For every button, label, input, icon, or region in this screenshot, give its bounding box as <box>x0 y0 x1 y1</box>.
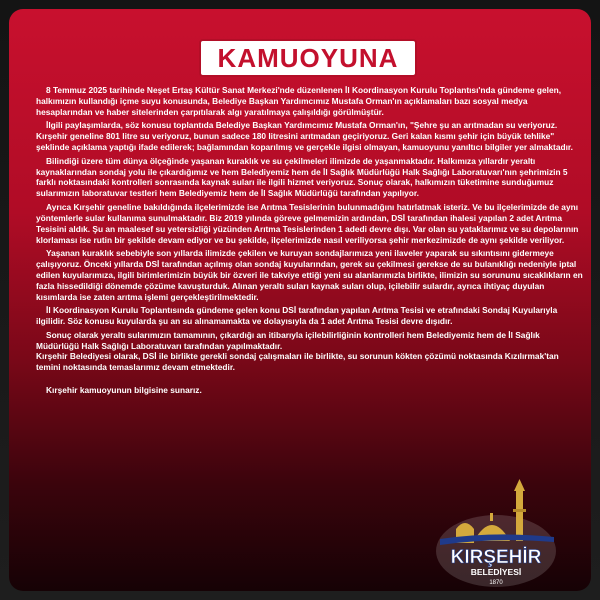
kirsehir-belediyesi-logo <box>434 479 559 589</box>
paragraph-4: Ayrıca Kırşehir geneline bakıldığında ilçelerimizde ise Arıtma Tesislerinin bulunmadığını hatırlatmak isteriz. Ve bu ilçelerimizde de aynı yöntemlerle sular kullanıma sunulmaktadır. Biz 2019 yılında göreve gelmemizin ardından, DSİ tarafından ihalesi yapılan 2 adet Arıtma Tesisini aldık. Şu an maalesef su yetersizliği yüzünden Arıtma Tesislerinden 1 adedi devre dışı. Var olan su yataklarımız ve su depolarının klorlaması ise rutin bir şekilde devam ediyor ve bu şekilde, ilçelerimizde nasıl veriliyorsa şehir merkezimizde de aynı şekilde veriliyor. <box>36 201 579 245</box>
page-title: KAMUOYUNA <box>217 43 399 73</box>
paragraph-1: 8 Temmuz 2025 tarihinde Neşet Ertaş Kültür Sanat Merkezi'nde düzenlenen İl Koordinasyon Kurulu Toplantısı'nda gündeme gelen, halkımızın kullandığı içme suyu konusunda, Belediye Başkan Yardımcımız Mustafa Orman'ın açıklamaları bazı sosyal medya hesaplarından ve haber sitelerinden çarpıtılarak algı yaratılmaya çalışıldığı görülmüştür. <box>36 85 562 117</box>
paragraph-3: Bilindiği üzere tüm dünya ölçeğinde yaşanan kuraklık ve su çekilmeleri ilimizde de yaşanmaktadır. Halkımıza yıllardır yeraltı kaynaklarından sondaj yolu ile çıkardığımız ve hem Belediyemiz hem de İl Sağlık Müdürlüğü Halk Sağlığı Laboratuvarı'nın şehrimizin 5 farklı noktasındaki kontrolleri sonrasında kaynak suları ile ilgili hizmet veriyoruz. Sonuç olarak, halkımızın tüketimine sunduğumuz sularımızın laboratuvar testleri hem Belediyemiz hem de İl Sağlık Müdürlüğü tarafından yapılıyor. <box>36 155 568 199</box>
paragraph-2: İlgili paylaşımlarda, söz konusu toplantıda Belediye Başkan Yardımcımız Mustafa Orman'ın, "Şehre şu an arıtmadan su veriyoruz. Kırşehir geneline 801 litre su veriyoruz, bunun sadece 180 litresini arıtmadan geçiriyoruz. Geri kalan kısmı şehir için büyük tehlike" şeklinde açıklama yaptığı ifade edilerek; bağlamından koparılmış ve gerçekle ilgisi olmayan, kamuoyunu yanıltıcı bilgiler yer almaktadır. <box>36 120 573 153</box>
paragraph-5: Yaşanan kuraklık sebebiyle son yıllarda ilimizde çekilen ve kuruyan sondajlarımıza yeni ilaveler yaparak su sıkıntısını gidermeye çalışıyoruz. Önceki yıllarda DSİ tarafından açılmış olan sondaj kuyularından, gerek su çekilmesi gerekse de su bulanıklığı nedeniyle iptal edilen kuyularımıza, ilgili birimlerimizin büyük bir özveri ile takviye ettiği yeni su alanlarımızla birlikte, ilimizin su sorununu sıcaklıkların en fazla hissedildiği dönemde çözüme kavuşturduk. Alınan yeraltı suları kaynak suları olup, içilebilir sulardır, ayrıca ihtiyaç duyulan kısımlarda ise zaten arıtma işlemi gerçekleştirilmektedir. <box>36 248 583 302</box>
paragraph-6: İl Koordinasyon Kurulu Toplantısında gündeme gelen konu DSİ tarafından yapılan Arıtma Tesisi ve etrafındaki Sondaj Kuyularıyla ilgilidir. Söz konusu kuyularda şu an su alınamamakta ve dolayısıyla da 1 adet Arıtma Tesisi devre dışıdır. <box>36 305 558 327</box>
svg-text:BELEDİYESİ: BELEDİYESİ <box>470 567 522 577</box>
svg-text:KIRŞEHİR: KIRŞEHİR <box>450 547 542 568</box>
announcement-body <box>36 85 584 399</box>
title-banner <box>199 39 417 77</box>
paragraph-7: Sonuç olarak yeraltı sularımızın tamamının, çıkardığı an itibarıyla içilebilirliğinin kontrolleri hem Belediyemiz hem de İl Sağlık Müdürlüğü Halk Sağlığı Laboratuvarı tarafından yapılmaktadır. Kırşehir Belediyesi olarak, DSİ ile birlikte gerekli sondaj çalışmaları ile birlikte, su sorunun kökten çözümü noktasında Kızılırmak'tan temini noktasında temaslarımız devam etmektedir. <box>36 329 559 373</box>
closing-line: Kırşehir kamuoyunun bilgisine sunarız. <box>46 385 202 396</box>
svg-text:1870: 1870 <box>489 580 503 586</box>
minaret-shape <box>516 489 523 541</box>
announcement-card <box>9 9 591 591</box>
